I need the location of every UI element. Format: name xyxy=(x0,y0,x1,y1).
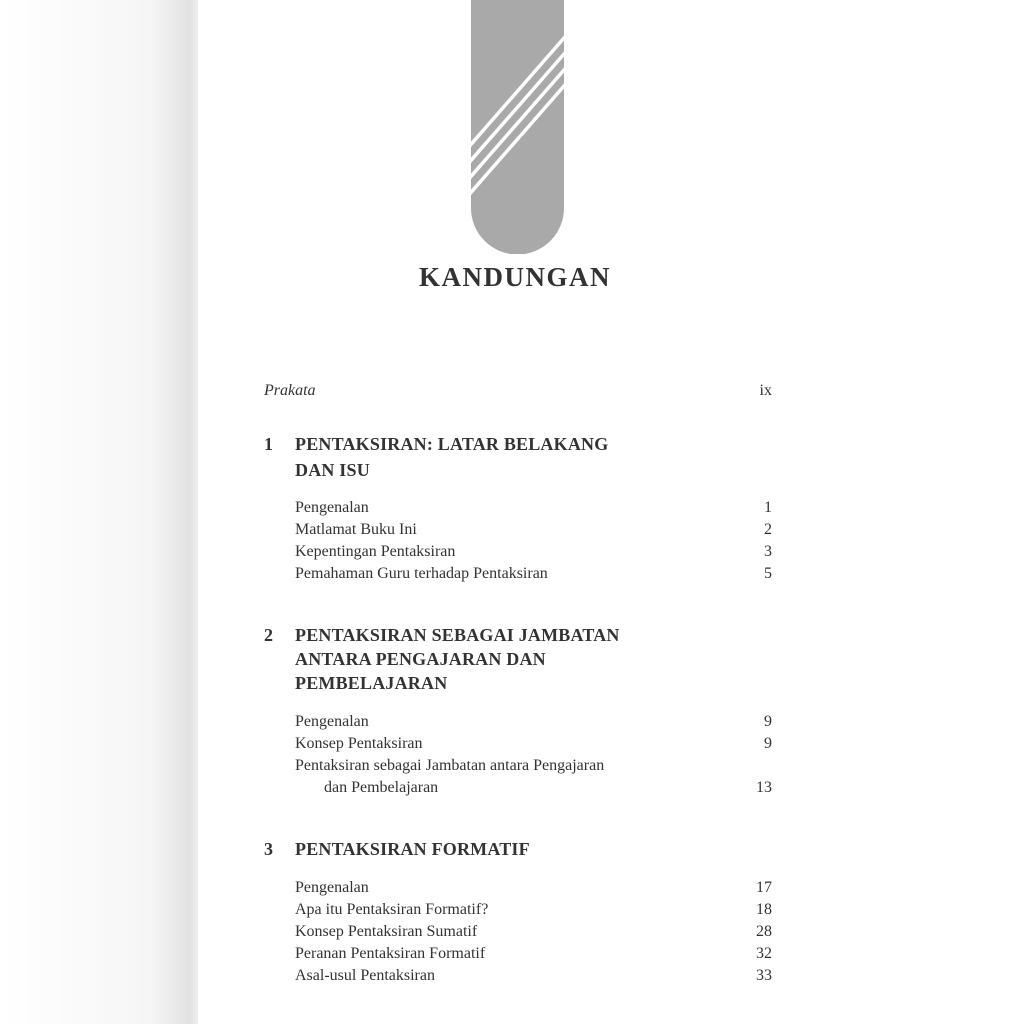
chapter-number: 1 xyxy=(264,434,273,454)
toc-row xyxy=(0,943,1024,965)
toc-entry-label: Matlamat Buku Ini xyxy=(295,521,417,538)
toc-entry-label: Asal-usul Pentaksiran xyxy=(295,967,435,984)
toc-entry-label: Pengenalan xyxy=(295,499,369,516)
toc-page-number: 1 xyxy=(764,499,772,516)
toc-row xyxy=(0,777,1024,799)
toc-row xyxy=(0,711,1024,733)
chapter-number: 2 xyxy=(264,625,273,645)
toc-page-number: 13 xyxy=(756,779,772,796)
toc-row xyxy=(0,921,1024,943)
page-title: KANDUNGAN xyxy=(419,262,611,292)
toc-entry-label: Konsep Pentaksiran Sumatif xyxy=(295,923,478,940)
toc-page-number: 17 xyxy=(756,879,772,896)
toc-entry-label: Pentaksiran sebagai Jambatan antara Pengajaran xyxy=(295,757,605,774)
toc-row xyxy=(0,541,1024,563)
chapter-title-line: ANTARA PENGAJARAN DAN xyxy=(295,649,546,669)
toc-entry-label: Pengenalan xyxy=(295,713,369,730)
toc-row-preface xyxy=(0,380,1024,402)
chapter-title-line: PEMBELAJARAN xyxy=(295,673,448,693)
toc-page-number: 33 xyxy=(756,967,772,984)
toc-entry-label: Prakata xyxy=(264,382,316,399)
chapter-title-line: DAN ISU xyxy=(295,460,370,480)
toc-entry-label-continuation: dan Pembelajaran xyxy=(324,779,439,796)
toc-row xyxy=(0,755,1024,777)
chapter-title-line: PENTAKSIRAN: LATAR BELAKANG xyxy=(295,434,609,454)
chapter-title-line: PENTAKSIRAN FORMATIF xyxy=(295,839,530,859)
toc-entry-label: Kepentingan Pentaksiran xyxy=(295,543,456,560)
toc-page-number: 5 xyxy=(764,565,772,582)
toc-row xyxy=(0,899,1024,921)
toc-row xyxy=(0,965,1024,987)
chapter-number: 3 xyxy=(264,839,273,859)
toc-page-number: 2 xyxy=(764,521,772,538)
toc-entry-label: Konsep Pentaksiran xyxy=(295,735,423,752)
toc-page-number: 18 xyxy=(756,901,772,918)
toc-row xyxy=(0,733,1024,755)
toc-page-number: 9 xyxy=(764,713,772,730)
toc-page-number: 28 xyxy=(756,923,772,940)
decorative-tab-emblem xyxy=(471,0,564,254)
toc-entry-label: Apa itu Pentaksiran Formatif? xyxy=(295,901,489,918)
toc-entry-label: Pengenalan xyxy=(295,879,369,896)
toc-row xyxy=(0,497,1024,519)
toc-page-number: 3 xyxy=(764,543,772,560)
toc-row xyxy=(0,877,1024,899)
toc-page-number: 32 xyxy=(756,945,772,962)
toc-page-number: ix xyxy=(759,382,772,399)
chapter-title-line: PENTAKSIRAN SEBAGAI JAMBATAN xyxy=(295,625,620,645)
toc-entry-label: Pemahaman Guru terhadap Pentaksiran xyxy=(295,565,548,582)
toc-entry-label: Peranan Pentaksiran Formatif xyxy=(295,945,486,962)
toc-row xyxy=(0,563,1024,585)
toc-page-number: 9 xyxy=(764,735,772,752)
toc-row xyxy=(0,519,1024,541)
